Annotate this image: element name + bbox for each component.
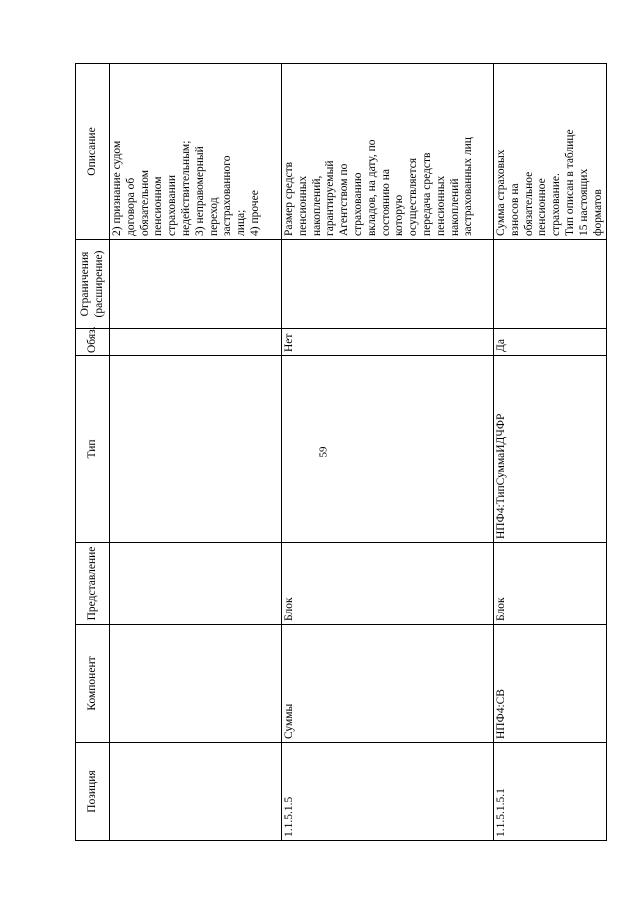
header-representation: Представление [76,543,110,625]
cell-representation: Блок [494,543,607,625]
table-header-row [76,64,110,841]
cell-position: 1.1.5.1.5.1 [494,743,607,841]
header-mandatory: Обяз. [76,329,110,356]
cell-description: Сумма страховых взносов на обязательное пенсионное страхование. Тип описан в таблице 15 настоящих форматов [494,64,607,240]
cell-component [110,625,282,743]
cell-component: НПФ4:СВ [494,625,607,743]
cell-position: 1.1.5.1.5 [282,743,494,841]
cell-type: НПФ4:ТипСуммаИДЧФР [494,356,607,543]
table-row [494,64,607,841]
table-row [282,64,494,841]
cell-representation: Блок [282,543,494,625]
header-restrictions: Ограничения (расширение) [76,240,110,329]
components-table [75,63,607,841]
header-description: Описание [76,64,110,240]
cell-mandatory: Да [494,329,607,356]
table-row [110,64,282,841]
cell-restrictions [110,240,282,329]
page-number: 59 [317,446,330,458]
cell-description: Размер средств пенсионных накоплений, гарантируемый Агентством по страхованию вкладов, на дату, по состоянию на которую осуществляется передача средств пенсионных накоплений застрахованных лиц [282,64,494,240]
header-position: Позиция [76,743,110,841]
cell-position [110,743,282,841]
cell-restrictions [494,240,607,329]
cell-description: 2) признание судом договора об обязательном пенсионном страховании недействительным; 3) неправомерный переход застрахованного лица; 4) прочее [110,64,282,240]
cell-type [110,356,282,543]
cell-representation [110,543,282,625]
header-component: Компонент [76,625,110,743]
rotated-table-container [75,64,604,841]
cell-restrictions [282,240,494,329]
cell-mandatory: Нет [282,329,494,356]
cell-mandatory [110,329,282,356]
cell-component: Суммы [282,625,494,743]
cell-type [282,356,494,543]
header-type: Тип [76,356,110,543]
